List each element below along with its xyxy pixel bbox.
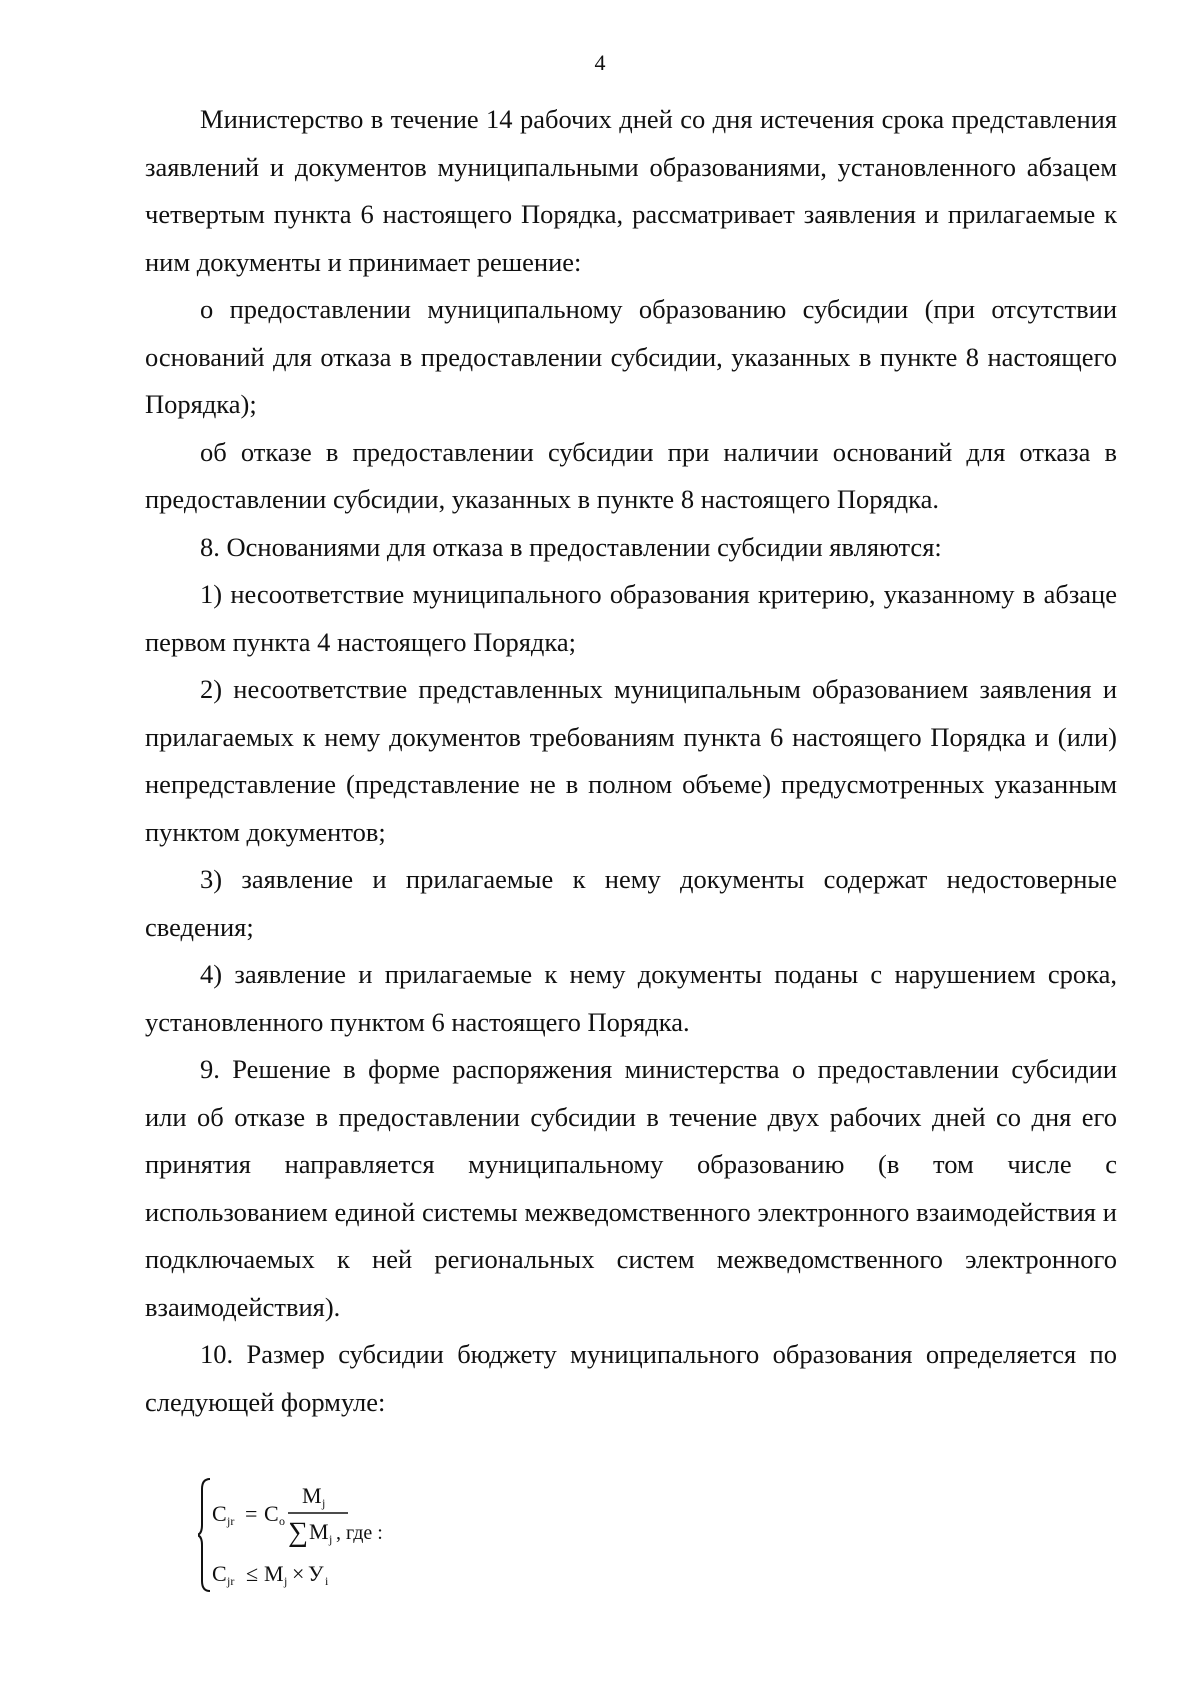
paragraph: 9. Решение в форме распоряжения министерства о предоставлении субсидии или об отказе в предоставлении субсидии в течение двух рабочих дней со дня его принятия направляется муниципальному образованию (в том числе с использованием единой системы межведомственного электронного взаимодействия и подключаемых к ней региональных систем межведомственного электронного взаимодействия). bbox=[145, 1054, 1117, 1322]
formula-sub-j: j bbox=[329, 1532, 333, 1546]
page-number: 4 bbox=[594, 50, 606, 75]
paragraph: 8. Основаниями для отказа в предоставлении субсидии являются: bbox=[200, 531, 942, 562]
paragraph: 1) несоответствие муниципального образования критерию, указанному в абзаце первом пункта 4 настоящего Порядка; bbox=[145, 579, 1117, 657]
document-body bbox=[145, 96, 1117, 1426]
formula-sigma: ∑ bbox=[288, 1517, 308, 1548]
paragraph: 3) заявление и прилагаемые к нему документы содержат недостоверные сведения; bbox=[145, 864, 1117, 942]
formula-svg bbox=[198, 1475, 458, 1595]
paragraph: Министерство в течение 14 рабочих дней со дня истечения срока представления заявлений и документов муниципальными образованиями, установленного абзацем четвертым пункта 6 настоящего Порядка, рассматривает заявления и прилагаемые к ним документы и принимает решение: bbox=[145, 104, 1117, 277]
formula-c: C bbox=[264, 1501, 279, 1526]
formula-leq: ≤ bbox=[246, 1561, 259, 1586]
paragraph: 2) несоответствие представленных муниципальным образованием заявления и прилагаемых к нему документов требованиям пункта 6 настоящего Порядка и (или) непредставление (представление не в полном объеме) предусмотренных указанным пунктом документов; bbox=[145, 674, 1117, 847]
paragraph: 10. Размер субсидии бюджету муниципального образования определяется по следующей формуле: bbox=[145, 1339, 1117, 1417]
formula-m: M bbox=[264, 1561, 284, 1586]
formula-m-numerator: M bbox=[302, 1483, 322, 1508]
paragraph: об отказе в предоставлении субсидии при наличии оснований для отказа в предоставлении субсидии, указанных в пункте 8 настоящего Порядка. bbox=[145, 436, 1117, 514]
formula-sub-j: j bbox=[284, 1574, 288, 1588]
formula-sub-jr: jr bbox=[227, 1514, 235, 1528]
paragraph: о предоставлении муниципальному образованию субсидии (при отсутствии оснований для отказа в предоставлении субсидии, указанных в пункте 8 настоящего Порядка); bbox=[145, 294, 1117, 419]
formula-sub-j: j bbox=[322, 1496, 326, 1510]
system-brace bbox=[198, 1479, 210, 1591]
formula-c: C bbox=[212, 1501, 227, 1526]
formula-sub-i: i bbox=[325, 1574, 329, 1588]
formula-equals: = bbox=[245, 1501, 258, 1526]
formula-sub-jr: jr bbox=[227, 1574, 235, 1588]
formula-gde: , где : bbox=[336, 1522, 383, 1544]
formula-c: C bbox=[212, 1561, 227, 1586]
formula-u: У bbox=[308, 1561, 324, 1586]
paragraph: 4) заявление и прилагаемые к нему документы поданы с нарушением срока, установленного пунктом 6 настоящего Порядка. bbox=[145, 959, 1117, 1037]
formula-m-denominator: M bbox=[309, 1519, 329, 1544]
formula-sub-o: o bbox=[279, 1514, 285, 1528]
formula-times: × bbox=[292, 1561, 305, 1586]
subsidy-formula bbox=[198, 1475, 458, 1595]
